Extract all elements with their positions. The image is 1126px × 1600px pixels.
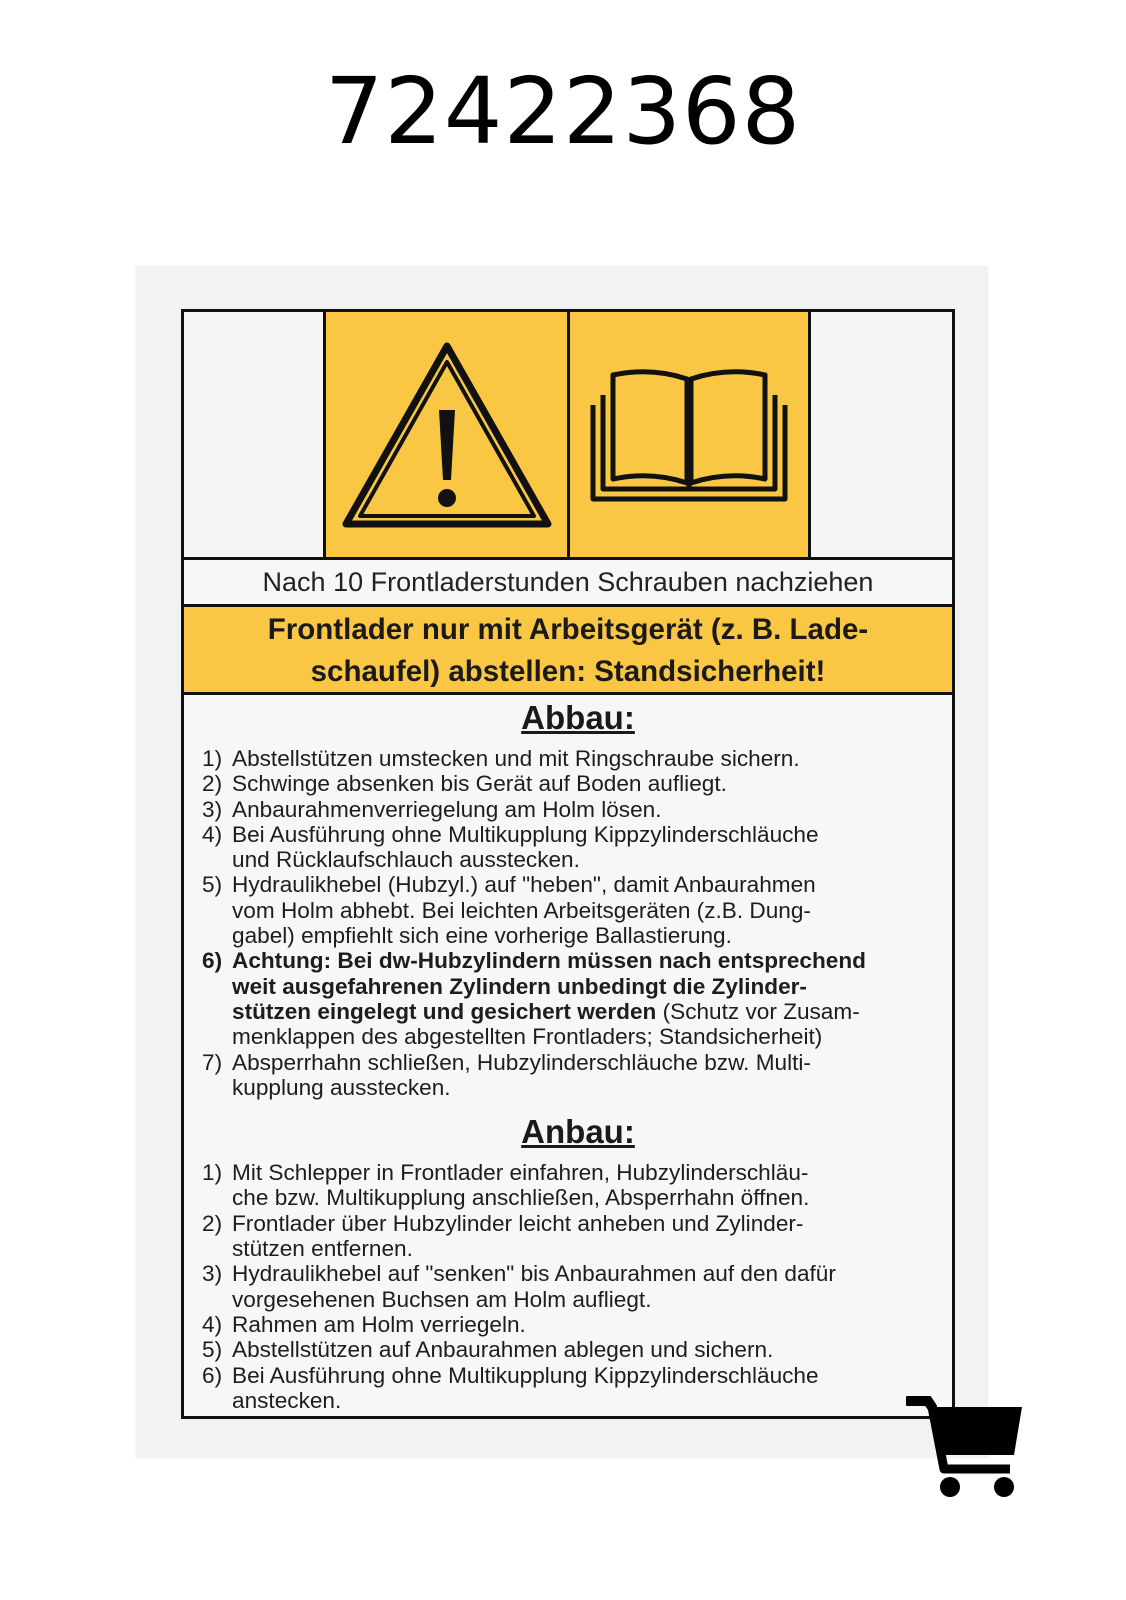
list-item <box>202 1160 952 1211</box>
anbau-steps <box>184 1160 952 1413</box>
step-text <box>232 1312 952 1337</box>
step-line: vom Holm abhebt. Bei leichten Arbeitsgeräten (z.B. Dung- <box>232 897 811 923</box>
step-line-bold: weit ausgefahrenen Zylindern unbedingt die Zylinder- <box>232 973 807 999</box>
warning-triangle-icon <box>340 340 554 530</box>
step-text <box>232 1211 952 1262</box>
step-line: Frontlader über Hubzylinder leicht anheben und Zylinder- <box>232 1210 804 1236</box>
list-item <box>202 1363 952 1414</box>
shopping-cart-icon[interactable] <box>906 1393 1026 1503</box>
step-text <box>232 1050 952 1101</box>
list-item <box>202 797 952 822</box>
step-text <box>232 1363 952 1414</box>
list-item <box>202 771 952 796</box>
step-line: Abstellstützen umstecken und mit Ringschraube sichern. <box>232 746 800 771</box>
step-line: Bei Ausführung ohne Multikupplung Kippzylinderschläuche <box>232 821 819 847</box>
step-line: Hydraulikhebel auf "senken" bis Anbaurahmen auf den dafür <box>232 1261 836 1287</box>
step-text <box>232 1337 952 1362</box>
step-number: 7) <box>202 1049 223 1075</box>
step-text <box>232 771 952 796</box>
list-item <box>202 1261 952 1312</box>
step-number: 4) <box>202 1311 223 1337</box>
step-number: 2) <box>202 1210 223 1236</box>
instruction-label <box>181 309 955 1419</box>
instructions <box>184 698 952 1413</box>
step-number: 1) <box>202 746 223 771</box>
notice-tighten-screws: Nach 10 Frontladerstunden Schrauben nachziehen <box>184 560 952 607</box>
warning-cell <box>326 312 567 557</box>
list-item <box>202 1337 952 1362</box>
step-text <box>232 1261 952 1312</box>
step-line: stützen entfernen. <box>232 1236 413 1262</box>
list-item <box>202 822 952 873</box>
step-line-mixed <box>232 999 934 1024</box>
step-text <box>232 746 952 771</box>
part-number: 72422368 <box>324 58 802 165</box>
step-line: Schwinge absenken bis Gerät auf Boden aufliegt. <box>232 771 727 797</box>
step-line: kupplung ausstecken. <box>232 1074 451 1100</box>
step-number: 6) <box>202 1362 223 1388</box>
step-line: anstecken. <box>232 1387 342 1413</box>
step-text <box>232 872 952 948</box>
step-line: Absperrhahn schließen, Hubzylinderschläuche bzw. Multi- <box>232 1049 811 1075</box>
list-item <box>202 1211 952 1262</box>
anbau-heading: Anbau: <box>521 1113 635 1151</box>
step-line: menklappen des abgestellten Frontladers; Standsicherheit) <box>232 1024 823 1050</box>
warning-line-2: schaufel) abstellen: Standsicherheit! <box>310 655 826 688</box>
step-number: 5) <box>202 1337 223 1363</box>
step-line: Abstellstützen auf Anbaurahmen ablegen und sichern. <box>232 1337 774 1363</box>
step-number: 3) <box>202 796 223 822</box>
list-item <box>202 1050 952 1101</box>
open-book-icon <box>587 365 791 505</box>
step-number: 3) <box>202 1261 223 1287</box>
step-text <box>232 797 952 822</box>
manual-cell <box>567 312 808 557</box>
step-line: Mit Schlepper in Frontlader einfahren, Hubzylinderschläu- <box>232 1160 809 1186</box>
step-line: Rahmen am Holm verriegeln. <box>232 1311 526 1337</box>
blank-cell-right <box>808 312 951 557</box>
list-item <box>202 746 952 771</box>
step-line-bold: Achtung: Bei dw-Hubzylindern müssen nach entsprechend <box>232 948 866 974</box>
step-line-rest: (Schutz vor Zusam- <box>656 998 860 1024</box>
blank-cell-left <box>184 312 326 557</box>
step-line: gabel) empfiehlt sich eine vorherige Ballastierung. <box>232 923 732 949</box>
step-line: Hydraulikhebel (Hubzyl.) auf "heben", damit Anbaurahmen <box>232 872 816 898</box>
step-line: Anbaurahmenverriegelung am Holm lösen. <box>232 796 662 822</box>
step-number: 5) <box>202 872 223 898</box>
step-text <box>232 822 952 873</box>
warning-line-1: Frontlader nur mit Arbeitsgerät (z. B. Lade- <box>267 613 869 646</box>
step-line: che bzw. Multikupplung anschließen, Absperrhahn öffnen. <box>232 1185 810 1211</box>
list-item <box>202 872 952 948</box>
list-item <box>202 948 952 1049</box>
step-number: 4) <box>202 821 223 847</box>
step-line: und Rücklaufschlauch ausstecken. <box>232 847 580 873</box>
step-number: 1) <box>202 1160 223 1186</box>
step-number: 2) <box>202 771 223 797</box>
step-text <box>232 948 952 1049</box>
step-line: vorgesehenen Buchsen am Holm aufliegt. <box>232 1286 652 1312</box>
list-item <box>202 1312 952 1337</box>
abbau-heading: Abbau: <box>521 699 635 736</box>
icon-row <box>184 312 952 560</box>
step-line-bold: stützen eingelegt und gesichert werden <box>232 998 657 1024</box>
abbau-steps <box>184 746 952 1100</box>
step-text <box>232 1160 952 1211</box>
step-line: Bei Ausführung ohne Multikupplung Kippzylinderschläuche <box>232 1362 819 1388</box>
step-number: 6) <box>202 948 223 974</box>
warning-banner <box>184 607 952 695</box>
